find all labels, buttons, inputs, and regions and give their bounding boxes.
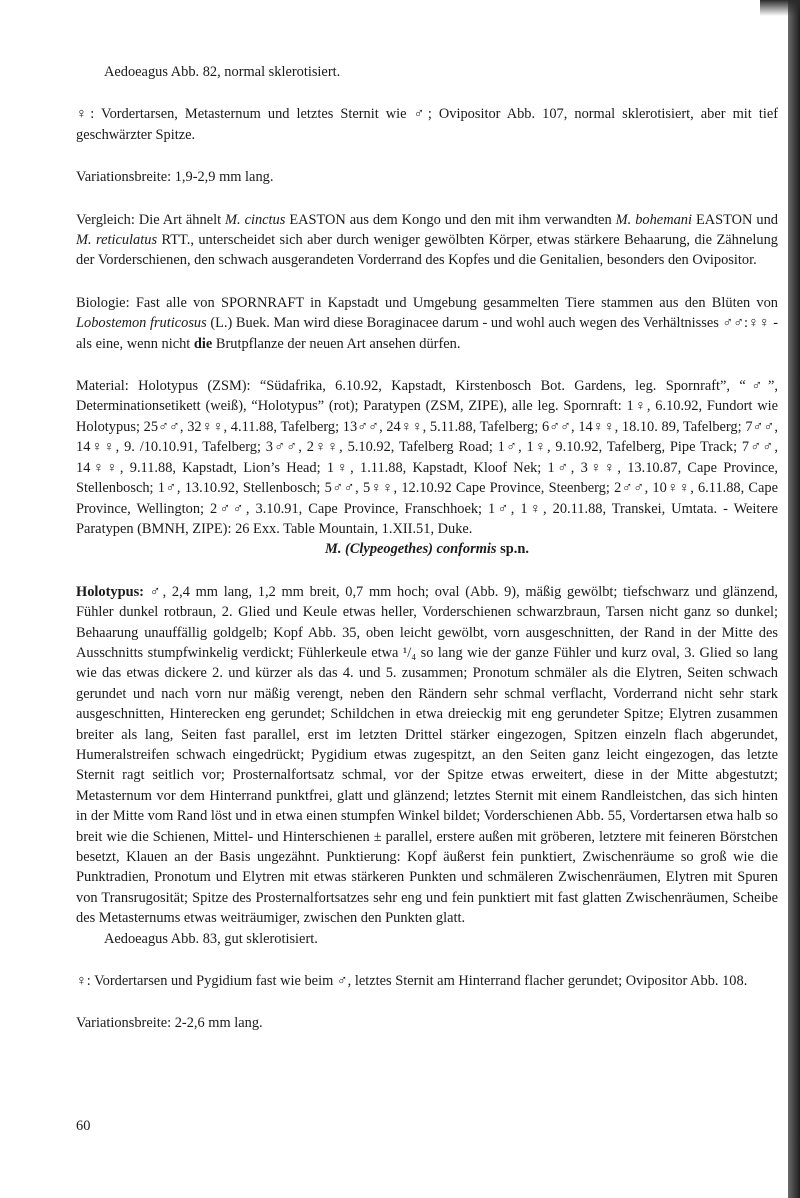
female-description-1: ♀: Vordertarsen, Metasternum und letztes Sternit wie ♂; Ovipositor Abb. 107, normal sklerotisiert, aber mit tief geschwärzter Spitze.: [76, 106, 778, 143]
section-heading-suffix: sp.n.: [500, 541, 529, 558]
page-number: 60: [76, 1118, 91, 1134]
section-heading: [76, 539, 778, 559]
biology-paragraph: [76, 293, 778, 354]
biology-text-3: Brutpflanze der neuen Art ansehen dürfen.: [212, 335, 461, 352]
section-heading-species: M. (Clypeogethes) conformis: [325, 541, 497, 558]
species-name-cinctus: M. cinctus: [225, 211, 286, 228]
female-description-2: ♀: Vordertarsen und Pygidium fast wie beim ♂, letztes Sternit am Hinterrand flacher gerundet; Ovipositor Abb. 108.: [76, 973, 748, 990]
biology-text-1: Biologie: Fast alle von SPORNRAFT in Kapstadt und Umgebung gesammelten Tiere stammen aus den Blüten von: [76, 294, 778, 311]
document-body: [76, 62, 778, 1034]
comparison-text-2: EASTON aus dem Kongo und den mit ihm verwandten: [285, 211, 616, 228]
plant-name: Lobostemon fruticosus: [76, 315, 207, 332]
aedoeagus-note-2: Aedoeagus Abb. 83, gut sklerotisiert.: [104, 930, 318, 947]
holotype-description: [76, 582, 778, 929]
holotype-label: Holotypus:: [76, 583, 144, 600]
page-edge-shadow: [788, 0, 800, 1198]
comparison-text-3: EASTON und: [691, 211, 778, 228]
biology-text-2: (L.) Buek. Man wird diese Boraginacee darum - und wohl auch wegen des Verhältnisses ♂♂:♀♀ - als eine, wenn nicht: [76, 315, 778, 352]
variation-range-1: Variationsbreite: 1,9-2,9 mm lang.: [76, 169, 274, 186]
comparison-paragraph: [76, 210, 778, 271]
holotype-text: ♂, 2,4 mm lang, 1,2 mm breit, 0,7 mm hoch; oval (Abb. 9), mäßig gewölbt; tiefschwarz und glänzend, Fühler dunkel rotbraun, 2. Glied und Keule etwas heller, Vorderschienen schwarzbraun, Tarsen nicht ganz so dunkel; Behaarung unauffällig goldgelb; Kopf Abb. 35, oben leicht gewölbt, vorn ausgeschnitten, der Rand in der Mitte des Ausschnitts stumpfwinkelig verdickt; Fühlerkeule etwa ¹/₄ so lang wie der ganze Fühler und kurz oval, 3. Glied so lang wie das etwas dickere 2. und kürzer als das 4. und 5. zusammen; Pronotum schmäler als die Elytren, Seiten schwach gerundet und nach vorn nur mäßig verengt, neben den Rändern sehr schmal verflacht, Vorderrand nicht sehr stark ausgeschnitten, Hinterecken eng gerundet; Schildchen in etwa dreieckig mit eng gerundeter Spitze; Elytren zusammen breiter als lang, Seiten fast parallel, erst im letzten Drittel stärker eingezogen, Spitzen einzeln flach abgerundet, Humeralstreifen schwach eingedrückt; Pygidium etwas zugespitzt, an den Seiten ganz leicht eingezogen, das letzte Sternit ragt seitlich vor; Prosternalfortsatz schmal, vor der Spitze etwas erweitert, diese in der Mitte abgestutzt; Metasternum vor dem Hinterrand punktfrei, glatt und glänzend; letztes Sternit mit einem Randleistchen, das sich hinten in der Mitte vom Rand löst und in etwa einen stumpfen Winkel bildet; Vorderschienen Abb. 55, Vordertarsen etwa halb so breit wie die Schienen, Mittel- und Hinterschienen ± parallel, erstere außen mit gröberen, letztere mit feineren Börstchen besetzt, Klauen an der Basis ungezähnt. Punktierung: Kopf äußerst fein punktiert, Zwischenräume so groß wie die Punktradien, Pronotum und Elytren mit etwas stärkeren Punkten und schmäleren Zwischenräumen, Elytren mit Spuren von Transrugosität; Spitze des Prosternalfortsatzes sehr eng und fein punktiert mit fast glatten Zwischenräumen, Scheibe des Metasternums etwas weiträumiger, zwischen den Punkten glatt.: [76, 583, 778, 927]
species-name-bohemani: M. bohemani: [615, 211, 692, 228]
variation-range-2: Variationsbreite: 2-2,6 mm lang.: [76, 1015, 263, 1032]
species-name-reticulatus: M. reticulatus: [76, 232, 158, 249]
aedoeagus-note-1: Aedoeagus Abb. 82, normal sklerotisiert.: [104, 64, 341, 80]
comparison-text-4: RTT., unterscheidet sich aber durch weniger gewölbten Körper, etwas stärkere Behaarung, die Zähnelung der Vorderschienen, den schwach ausgerandeten Vorderrand des Kopfes und die Genitalien, besonders den Ovipositor.: [76, 232, 779, 269]
page-corner-shadow: [760, 0, 800, 16]
material-paragraph: Material: Holotypus (ZSM): “Südafrika, 6.10.92, Kapstadt, Kirstenbosch Bot. Gardens, leg. Spornraft”, “♂”, Determinationsetikett (weiß), “Holotypus” (rot); Paratypen (ZSM, ZIPE), alle leg. Spornraft: 1♀, 6.10.92, Fundort wie Holotypus; 25♂♂, 32♀♀, 4.11.88, Tafelberg; 13♂♂, 24♀♀, 5.11.88, Tafelberg; 6♂♂, 14♀♀, 18.10. 89, Tafelberg; 7♂♂, 14♀♀, 9. /10.10.91, Tafelberg; 3♂♂, 2♀♀, 5.10.92, Tafelberg Road; 1♂, 1♀, 9.10.92, Tafelberg, Pipe Track; 7♂♂, 14♀♀, 9.11.88, Kapstadt, Lion’s Head; 1♀, 1.11.88, Kapstadt, Kloof Nek; 1♂, 3♀♀, 13.10.87, Cape Province, Stellenbosch; 1♂, 13.10.92, Stellenbosch; 5♂♂, 5♀♀, 12.10.92 Cape Province, Steenberg; 2♂♂, 10♀♀, 6.11.88, Cape Province, Wellington; 2♂♂, 3.10.91, Cape Province, Franschhoek; 1♂, 1♀, 20.11.88, Transkei, Umtata. - Weitere Paratypen (BMNH, ZIPE): 26 Exx. Table Mountain, 1.XII.51, Duke.: [76, 378, 778, 537]
biology-emphasis: die: [193, 335, 213, 352]
comparison-text-1: Vergleich: Die Art ähnelt: [76, 211, 226, 228]
